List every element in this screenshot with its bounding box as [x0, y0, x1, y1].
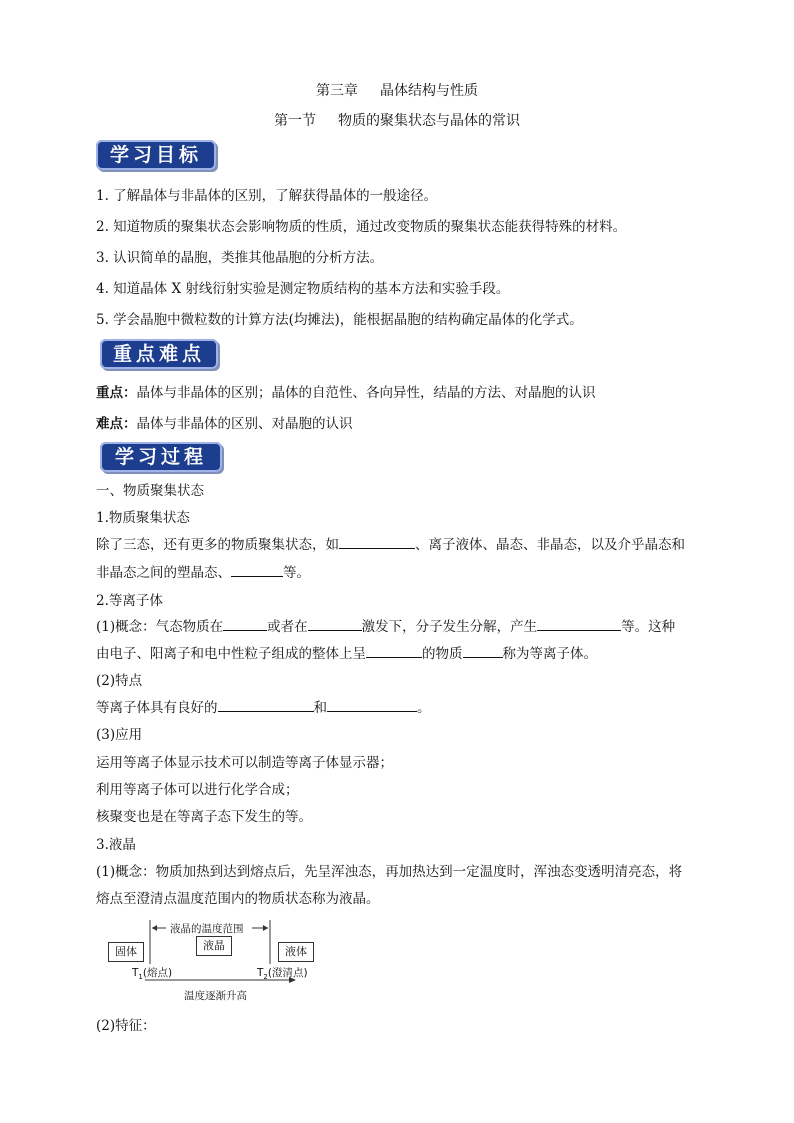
text-segment: 、离子液体、晶态、非晶态，以及介乎晶态和	[415, 537, 685, 553]
objective-item: 3. 认识简单的晶胞，类推其他晶胞的分析方法。	[96, 250, 384, 266]
section-heading: 一、物质聚集状态	[96, 483, 204, 499]
paragraph-line	[96, 642, 597, 662]
subsection-heading: 3.液晶	[96, 837, 136, 853]
liquid-crystal-temperature-diagram	[100, 918, 330, 1008]
section-title	[0, 110, 794, 130]
paragraph-line: 熔点至澄清点温度范围内的物质状态称为液晶。	[96, 891, 380, 907]
text-segment: 激发下，分子发生分解，产生	[361, 619, 538, 635]
chapter-number: 第三章	[316, 83, 358, 99]
text-segment: 由电子、阳离子和电中性粒子组成的整体上呈	[96, 646, 366, 662]
section-number: 第一节	[274, 113, 316, 129]
temperature-rising-label: 温度逐渐升高	[184, 990, 247, 1002]
focus-text: 晶体与非晶体的区别；晶体的自范性、各向异性，结晶的方法、对晶胞的认识	[136, 385, 596, 401]
difficulty-line	[96, 412, 353, 432]
objective-item: 4. 知道晶体 X 射线衍射实验是测定物质结构的基本方法和实验手段。	[96, 281, 510, 297]
text-segment: 或者在	[267, 619, 308, 635]
chapter-name: 晶体结构与性质	[380, 83, 478, 99]
subsection-heading: (2)特征：	[96, 1018, 156, 1034]
t1-suffix: (熔点)	[142, 967, 173, 979]
fill-blank[interactable]	[327, 699, 417, 712]
fill-blank[interactable]	[223, 618, 267, 631]
paragraph-line: 运用等离子体显示技术可以制造等离子体显示器；	[96, 755, 393, 771]
fill-blank[interactable]	[339, 536, 415, 549]
paragraph-line: (1)概念：物质加热到达到熔点后，先呈浑浊态，再加热达到一定温度时，浑浊态变透明清亮态，将	[96, 864, 683, 880]
focus-label: 重点：	[96, 385, 137, 401]
t1-subscript: 1	[138, 973, 143, 982]
section-name: 物质的聚集状态与晶体的常识	[338, 113, 520, 129]
chapter-title	[0, 80, 794, 100]
difficulty-text: 晶体与非晶体的区别、对晶胞的认识	[136, 416, 353, 432]
liquid-box: 液体	[278, 942, 314, 962]
subsection-heading: (3)应用	[96, 727, 143, 743]
objectives-badge: 学习目标	[96, 140, 216, 170]
fill-blank[interactable]	[218, 699, 314, 712]
t2-symbol: T	[257, 967, 264, 979]
process-badge: 学习过程	[100, 442, 222, 472]
range-label: 液晶的温度范围	[170, 923, 244, 935]
liquid-crystal-box: 液晶	[196, 936, 232, 956]
paragraph-line: 核聚变也是在等离子态下发生的等。	[96, 809, 312, 825]
solid-box: 固体	[108, 942, 144, 962]
fill-blank[interactable]	[308, 618, 362, 631]
paragraph-line	[96, 533, 685, 553]
text-segment: 。	[417, 700, 431, 716]
text-segment: 等。	[283, 565, 310, 581]
text-segment: (1)概念：气态物质在	[96, 619, 224, 635]
paragraph-line	[96, 561, 310, 581]
fill-blank[interactable]	[537, 618, 621, 631]
text-segment: 非晶态之间的塑晶态、	[96, 565, 231, 581]
paragraph-line	[96, 696, 431, 716]
text-segment: 等离子体具有良好的	[96, 700, 218, 716]
text-segment: 除了三态，还有更多的物质聚集状态，如	[96, 537, 339, 553]
fill-blank[interactable]	[463, 645, 503, 658]
fill-blank[interactable]	[366, 645, 422, 658]
text-segment: 等。这种	[621, 619, 676, 635]
t1-symbol: T	[132, 967, 139, 979]
text-segment: 称为等离子体。	[502, 646, 597, 662]
paragraph-line: 利用等离子体可以进行化学合成；	[96, 782, 299, 798]
t2-subscript: 2	[263, 973, 268, 982]
subsection-heading: 2.等离子体	[96, 593, 163, 609]
melting-point-label	[132, 965, 172, 981]
paragraph-line	[96, 615, 675, 635]
fill-blank[interactable]	[231, 564, 283, 577]
key-points-badge: 重点难点	[100, 339, 218, 369]
objective-item: 1. 了解晶体与非晶体的区别，了解获得晶体的一般途径。	[96, 188, 438, 204]
subsection-heading: 1.物质聚集状态	[96, 510, 190, 526]
text-segment: 的物质	[422, 646, 463, 662]
clearing-point-label	[257, 965, 308, 981]
t2-suffix: (澄清点)	[267, 967, 308, 979]
objective-item: 5. 学会晶胞中微粒数的计算方法(均摊法)，能根据晶胞的结构确定晶体的化学式。	[96, 312, 583, 328]
objective-item: 2. 知道物质的聚集状态会影响物质的性质，通过改变物质的聚集状态能获得特殊的材料。	[96, 219, 627, 235]
focus-line	[96, 381, 596, 401]
subsection-heading: (2)特点	[96, 673, 143, 689]
difficulty-label: 难点：	[96, 416, 137, 432]
text-segment: 和	[313, 700, 327, 716]
